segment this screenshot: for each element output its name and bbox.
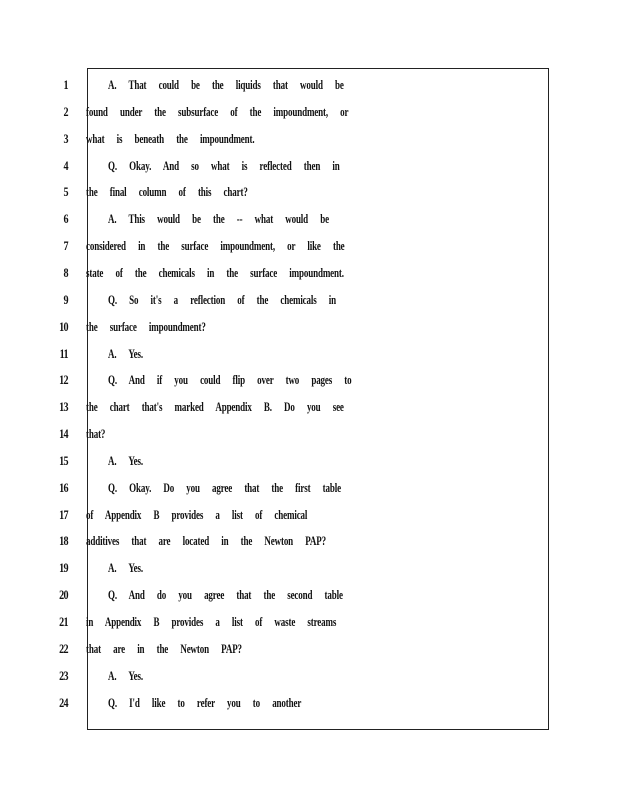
line-text: that? xyxy=(86,427,106,441)
line-number: 1 xyxy=(63,77,68,92)
line-text: the chart that's marked Appendix B. Do you see xyxy=(86,400,344,414)
line-text: A. Yes. xyxy=(108,669,143,683)
line-text: A. Yes. xyxy=(108,561,143,575)
line-number: 18 xyxy=(59,533,68,548)
line-number: 2 xyxy=(63,104,68,119)
line-text: state of the chemicals in the surface impoundment. xyxy=(86,266,344,280)
line-text: Q. And if you could flip over two pages to xyxy=(108,373,352,387)
line-text: in Appendix B provides a list of waste streams xyxy=(86,615,337,629)
line-number: 3 xyxy=(63,131,68,146)
line-text: A. Yes. xyxy=(108,454,143,468)
line-number: 7 xyxy=(63,238,68,253)
line-number: 22 xyxy=(59,641,68,656)
line-text: Q. Okay. And so what is reflected then in xyxy=(108,159,340,173)
line-number: 4 xyxy=(63,158,68,173)
line-text: of Appendix B provides a list of chemical xyxy=(86,508,308,522)
line-text: A. That could be the liquids that would be xyxy=(108,78,344,92)
line-number: 13 xyxy=(59,399,68,414)
line-number: 6 xyxy=(63,211,68,226)
line-number: 8 xyxy=(63,265,68,280)
line-number: 5 xyxy=(63,184,68,199)
line-number: 9 xyxy=(63,292,68,307)
line-text: A. Yes. xyxy=(108,347,143,361)
line-number: 17 xyxy=(59,507,68,522)
line-number: 21 xyxy=(59,614,68,629)
line-number: 24 xyxy=(59,695,68,710)
line-number: 16 xyxy=(59,480,68,495)
line-text: Q. I'd like to refer you to another xyxy=(108,696,302,710)
line-text: Q. And do you agree that the second table xyxy=(108,588,343,602)
line-text: additives that are located in the Newton PAP? xyxy=(86,534,326,548)
line-number: 10 xyxy=(59,319,68,334)
line-text: found under the subsurface of the impoundment, or xyxy=(86,105,349,119)
line-text: that are in the Newton PAP? xyxy=(86,642,242,656)
line-text: the final column of this chart? xyxy=(86,185,248,199)
line-text: the surface impoundment? xyxy=(86,320,206,334)
line-text: considered in the surface impoundment, or like the xyxy=(86,239,345,253)
line-number: 14 xyxy=(59,426,68,441)
line-number: 23 xyxy=(59,668,68,683)
line-text: what is beneath the impoundment. xyxy=(86,132,255,146)
line-text: Q. So it's a reflection of the chemicals in xyxy=(108,293,337,307)
line-number: 12 xyxy=(59,372,68,387)
line-text: A. This would be the -- what would be xyxy=(108,212,329,226)
line-number: 19 xyxy=(59,560,68,575)
line-number: 20 xyxy=(59,587,68,602)
line-text: Q. Okay. Do you agree that the first table xyxy=(108,481,341,495)
line-number: 15 xyxy=(59,453,68,468)
line-number: 11 xyxy=(59,346,68,361)
